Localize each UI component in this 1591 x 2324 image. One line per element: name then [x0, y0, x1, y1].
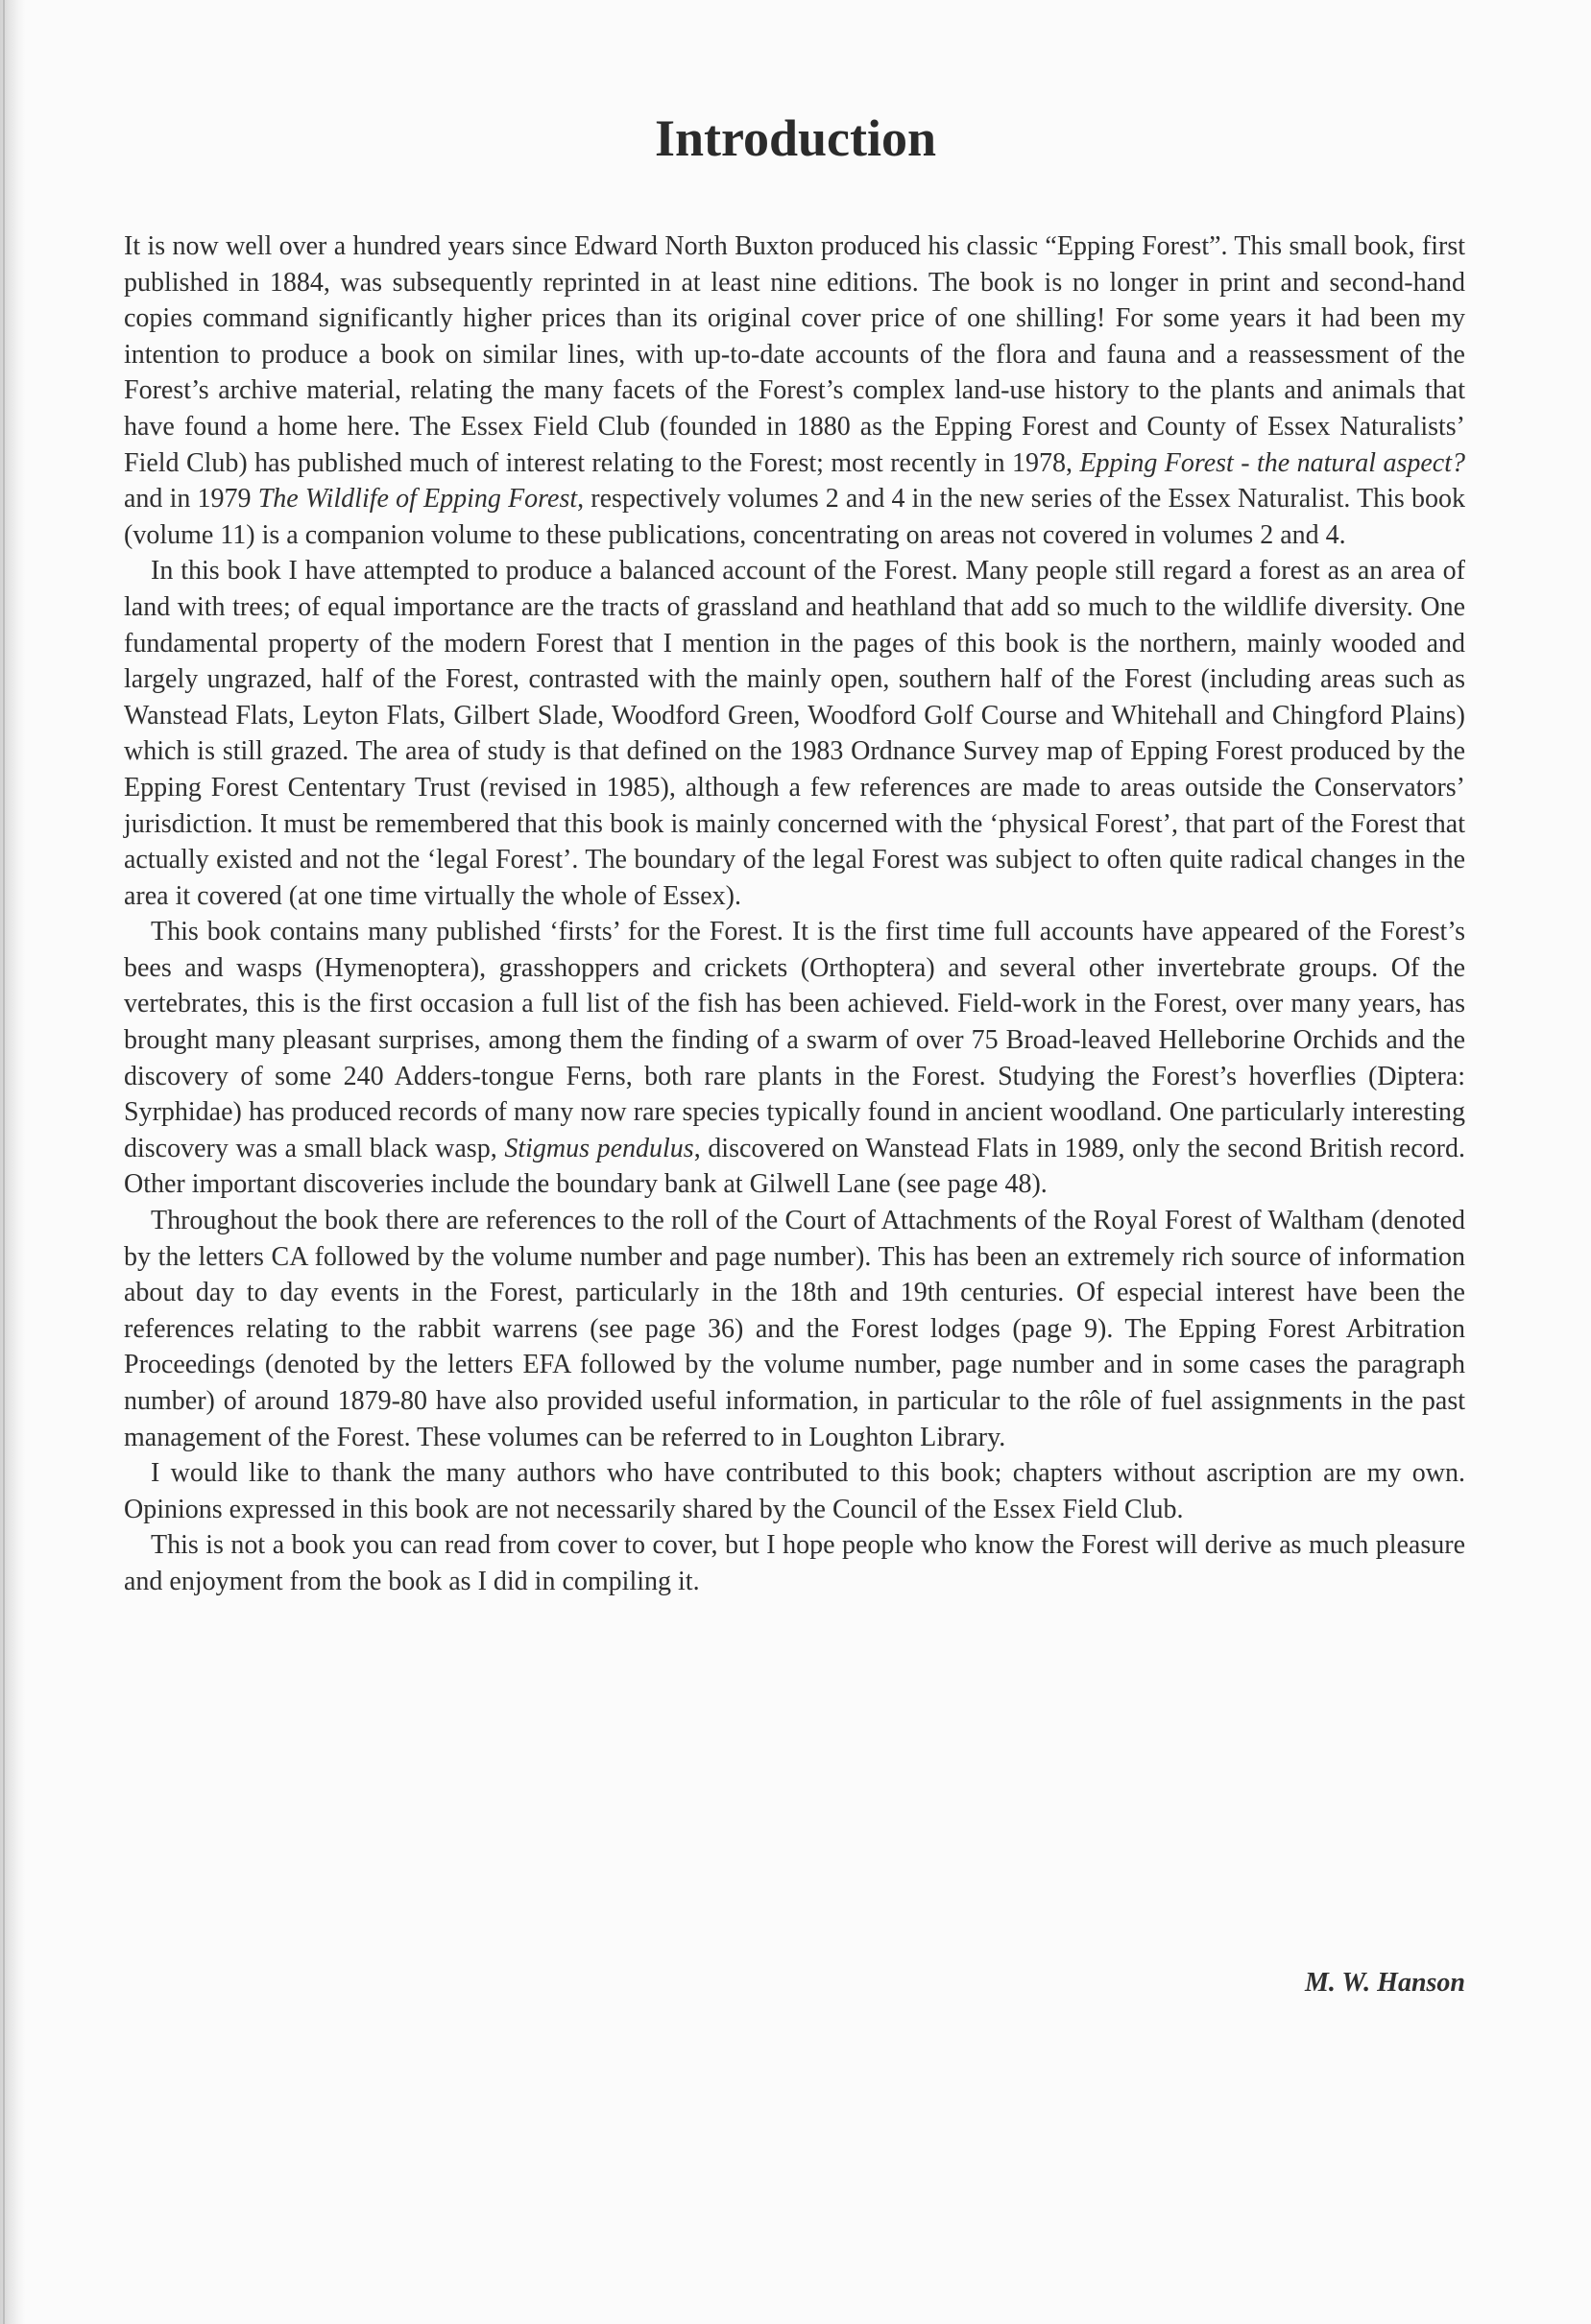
publication-title-natural-aspect: Epping Forest - the natural aspect? — [1079, 447, 1465, 478]
paragraph-2: In this book I have attempted to produce a balanced account of the Forest. Many people still regard a forest as an area of land with trees; of equal importance are the tracts of grassland and heathland that add so much to the wildlife diversity. One fundamental property of the modern Forest that I mention in the pages of this book is the northern, mainly wooded and largely ungrazed, half of the Forest, contrasted with the mainly open, southern half of the Forest (including areas such as Wanstead Flats, Leyton Flats, Gilbert Slade, Woodford Green, Woodford Golf Course and Whitehall and Chingford Plains) which is still grazed. The area of study is that defined on the 1983 Ordnance Survey map of Epping Forest produced by the Epping Forest Cententary Trust (revised in 1985), although a few references are made to areas outside the Conservators’ jurisdiction. It must be remembered that this book is mainly concerned with the ‘physical Forest’, that part of the Forest that actually existed and not the ‘legal Forest’. The boundary of the legal Forest was subject to often quite radical changes in the area it covered (at one time virtually the whole of Essex). — [124, 556, 1465, 911]
species-name: Stigmus pendulus — [504, 1133, 694, 1163]
paragraph-3-text-b: , discovered on Wanstead Flats in 1989, only the second British record. Other important discoveries include the boundary bank at Gilwell Lane (see page 48). — [124, 1133, 1466, 1200]
paragraph-4: Throughout the book there are references to the roll of the Court of Attachments of the Royal Forest of Waltham (denoted by the letters CA followed by the volume number and page number). This has been an extremely rich source of information about day to day events in the Forest, particularly in the 18th and 19th centuries. Of especial interest have been the references relating to the rabbit warrens (see page 36) and the Forest lodges (page 9). The Epping Forest Arbitration Proceedings (denoted by the letters EFA followed by the volume number, page number and in some cases the paragraph number) of around 1879-80 have also provided useful information, in particular to the rôle of fuel assignments in the past management of the Forest. These volumes can be referred to in Loughton Library. — [124, 1206, 1465, 1452]
page-edge-line — [3, 0, 5, 2324]
paragraph-5: I would like to thank the many authors who have contributed to this book; chapters without ascription are my own. Opinions expressed in this book are not necessarily shared by the Council of the Essex Field Club. — [124, 1458, 1465, 1524]
paragraph-1 — [124, 228, 1465, 553]
page-title: Introduction — [654, 109, 937, 167]
paragraph-1-text-a: It is now well over a hundred years since Edward North Buxton produced his classic “Epping Forest”. This small book, first published in 1884, was subsequently reprinted in at least nine editions. The book is no longer in print and second-hand copies command significantly higher prices than its original cover price of one shilling! For some years it had been my intention to produce a book on similar lines, with up-to-date accounts of the flora and fauna and a reassessment of the Forest’s archive material, relating the many facets of the Forest’s complex land-use history to the plants and animals that have found a home here. The Essex Field Club (founded in 1880 as the Epping Forest and County of Essex Naturalists’ Field Club) has published much of interest relating to the Forest; most recently in 1978, — [124, 231, 1465, 478]
introduction-body — [124, 228, 1465, 1600]
paragraph-3 — [124, 914, 1465, 1203]
paragraph-1-text-c: , respectively volumes 2 and 4 in the new series of the Essex Naturalist. This book (volume 11) is a companion volume to these publications, concentrating on areas not covered in volumes 2 and 4. — [124, 484, 1465, 550]
paragraph-6: This is not a book you can read from cover to cover, but I hope people who know the Forest will derive as much pleasure and enjoyment from the book as I did in compiling it. — [124, 1530, 1465, 1596]
author-signature: M. W. Hanson — [1304, 1968, 1465, 1998]
paragraph-1-text-b: and in 1979 — [124, 484, 258, 515]
publication-title-wildlife: The Wildlife of Epping Forest — [257, 484, 578, 515]
paragraph-3-text-a: This book contains many published ‘firsts’ for the Forest. It is the first time full accounts have appeared of the Forest’s bees and wasps (Hymenoptera), grasshoppers and crickets (Orthoptera) and several other invertebrate groups. Of the vertebrates, this is the first occasion a full list of the fish has been achieved. Field-work in the Forest, over many years, has brought many pleasant surprises, among them the finding of a swarm of over 75 Broad-leaved Helleborine Orchids and the discovery of some 240 Adders-tongue Ferns, both rare plants in the Forest. Studying the Forest’s hoverflies (Diptera: Syrphidae) has produced records of many now rare species typically found in ancient woodland. One particularly interesting discovery was a small black wasp, — [124, 917, 1465, 1163]
